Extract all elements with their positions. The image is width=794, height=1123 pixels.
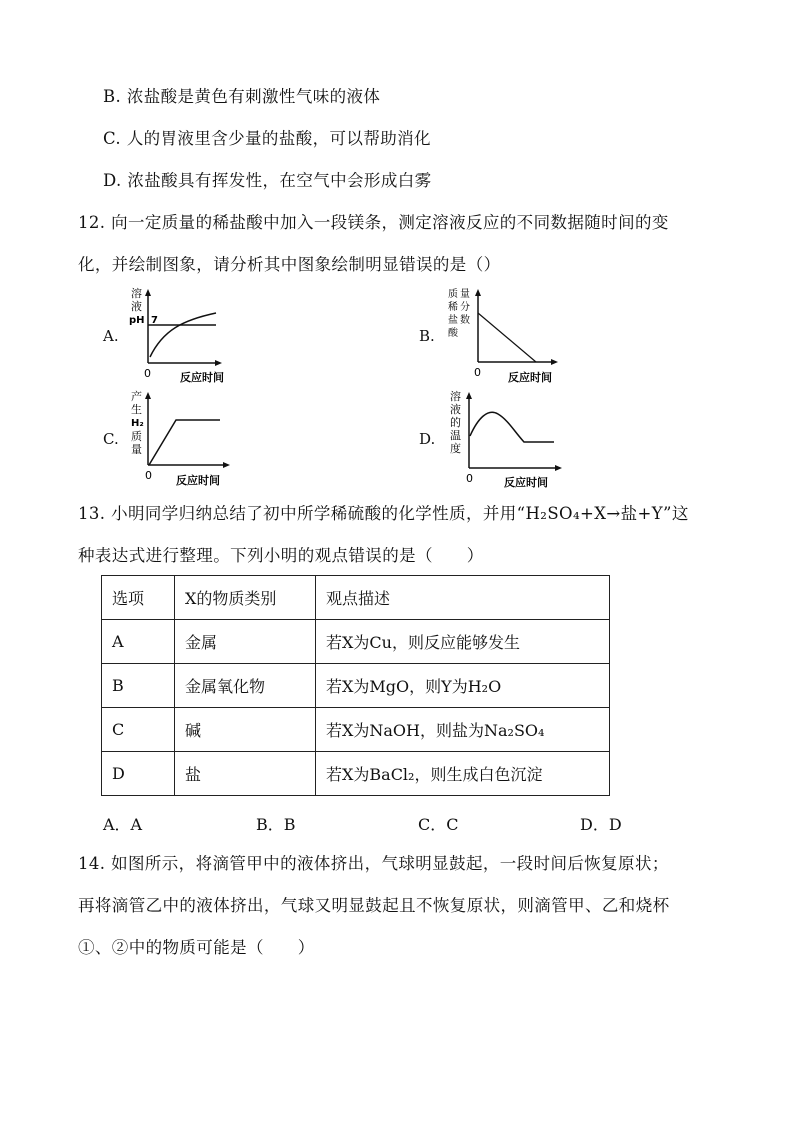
table-cell: 盐 — [175, 752, 316, 796]
graph-b-ylabel-5: 分 — [460, 302, 470, 313]
table-row — [102, 708, 610, 752]
table-header-cell: 选项 — [102, 576, 175, 620]
graph-a-ylabel-2: 液 — [131, 300, 142, 313]
graph-c-xlabel: 反应时间 — [176, 474, 220, 487]
q13-stem-line1: 13. 小明同学归纳总结了初中所学稀硫酸的化学性质，并用“H₂SO₄+X→盐+Y”这 — [78, 504, 689, 523]
q13-choice-b: B．B — [256, 815, 296, 834]
q12-stem-line2: 化，并绘制图象，请分析其中图象绘制明显错误的是（） — [78, 255, 501, 274]
table-row — [102, 664, 610, 708]
table-header-cell: X的物质类别 — [175, 576, 316, 620]
graph-d-label: D. — [419, 430, 436, 448]
table-cell: A — [102, 620, 175, 664]
graph-c-ylabel-3: H₂ — [131, 418, 144, 429]
graph-c-ylabel-1: 产 — [131, 390, 142, 403]
table-cell: 碱 — [175, 708, 316, 752]
table-row — [102, 752, 610, 796]
graph-c-ylabel-4: 质 — [131, 430, 142, 443]
table-cell: 金属 — [175, 620, 316, 664]
graph-a — [128, 285, 248, 389]
graph-d-ylabel-5: 度 — [450, 442, 461, 455]
graph-b-ylabel-2: 量 — [460, 289, 470, 300]
graph-b — [446, 285, 566, 389]
graph-c — [128, 388, 248, 492]
table-row — [102, 620, 610, 664]
graph-c-ylabel-2: 生 — [131, 403, 142, 416]
table-cell: C — [102, 708, 175, 752]
graph-d — [446, 386, 566, 494]
table-cell: D — [102, 752, 175, 796]
q14-stem-line3: ①、②中的物质可能是（ ） — [78, 938, 315, 957]
q13-choice-c: C．C — [418, 815, 459, 834]
q13-choice-a: A．A — [103, 815, 143, 834]
graph-c-origin: 0 — [145, 469, 152, 482]
q12-stem-line1: 12. 向一定质量的稀盐酸中加入一段镁条，测定溶液反应的不同数据随时间的变 — [78, 213, 669, 232]
graph-a-ylabel-1: 溶 — [131, 287, 142, 300]
q14-stem-line1: 14. 如图所示，将滴管甲中的液体挤出，气球明显鼓起，一段时间后恢复原状； — [78, 854, 669, 873]
q14-stem-line2: 再将滴管乙中的液体挤出，气球又明显鼓起且不恢复原状，则滴管甲、乙和烧杯 — [78, 896, 670, 915]
table-header-cell: 观点描述 — [316, 576, 610, 620]
graph-a-label: A. — [103, 327, 119, 345]
graph-d-ylabel-1: 溶 — [450, 390, 461, 403]
graph-d-ylabel-2: 液 — [450, 403, 461, 416]
q13-choice-d: D．D — [580, 815, 622, 834]
graph-a-origin: 0 — [144, 367, 151, 380]
q13-table — [101, 575, 610, 796]
graph-a-xlabel: 反应时间 — [180, 371, 224, 384]
graph-d-origin: 0 — [466, 472, 473, 485]
graph-b-origin: 0 — [474, 366, 481, 379]
table-cell: 若X为BaCl₂，则生成白色沉淀 — [316, 752, 610, 796]
graph-b-ylabel-4: 盐 — [448, 315, 458, 326]
table-cell: 金属氧化物 — [175, 664, 316, 708]
graph-c-label: C. — [103, 430, 119, 448]
graph-a-ref-7: 7 — [151, 315, 158, 326]
table-cell: 若X为MgO，则Y为H₂O — [316, 664, 610, 708]
table-cell: 若X为Cu，则反应能够发生 — [316, 620, 610, 664]
graph-d-ylabel-4: 温 — [450, 429, 461, 442]
graph-b-ylabel-7: 数 — [460, 315, 470, 326]
graph-b-ylabel-6: 酸 — [448, 328, 458, 339]
table-header-row — [102, 576, 610, 620]
graph-d-ylabel-3: 的 — [450, 416, 461, 429]
graph-b-label: B. — [419, 327, 435, 345]
q11-option-c: C. 人的胃液里含少量的盐酸，可以帮助消化 — [103, 129, 431, 148]
graph-b-ylabel-1: 质 — [448, 289, 458, 300]
q11-option-d: D. 浓盐酸具有挥发性，在空气中会形成白雾 — [103, 171, 432, 190]
graph-a-ylabel-3: pH — [129, 315, 145, 326]
graph-b-ylabel-3: 稀 — [448, 302, 458, 313]
table-cell: 若X为NaOH，则盐为Na₂SO₄ — [316, 708, 610, 752]
q13-stem-line2: 种表达式进行整理。下列小明的观点错误的是（ ） — [78, 546, 484, 565]
graph-d-xlabel: 反应时间 — [504, 476, 548, 489]
table-cell: B — [102, 664, 175, 708]
q11-option-b: B. 浓盐酸是黄色有刺激性气味的液体 — [103, 87, 381, 106]
graph-c-ylabel-5: 量 — [131, 443, 142, 456]
graph-b-xlabel: 反应时间 — [508, 371, 552, 384]
